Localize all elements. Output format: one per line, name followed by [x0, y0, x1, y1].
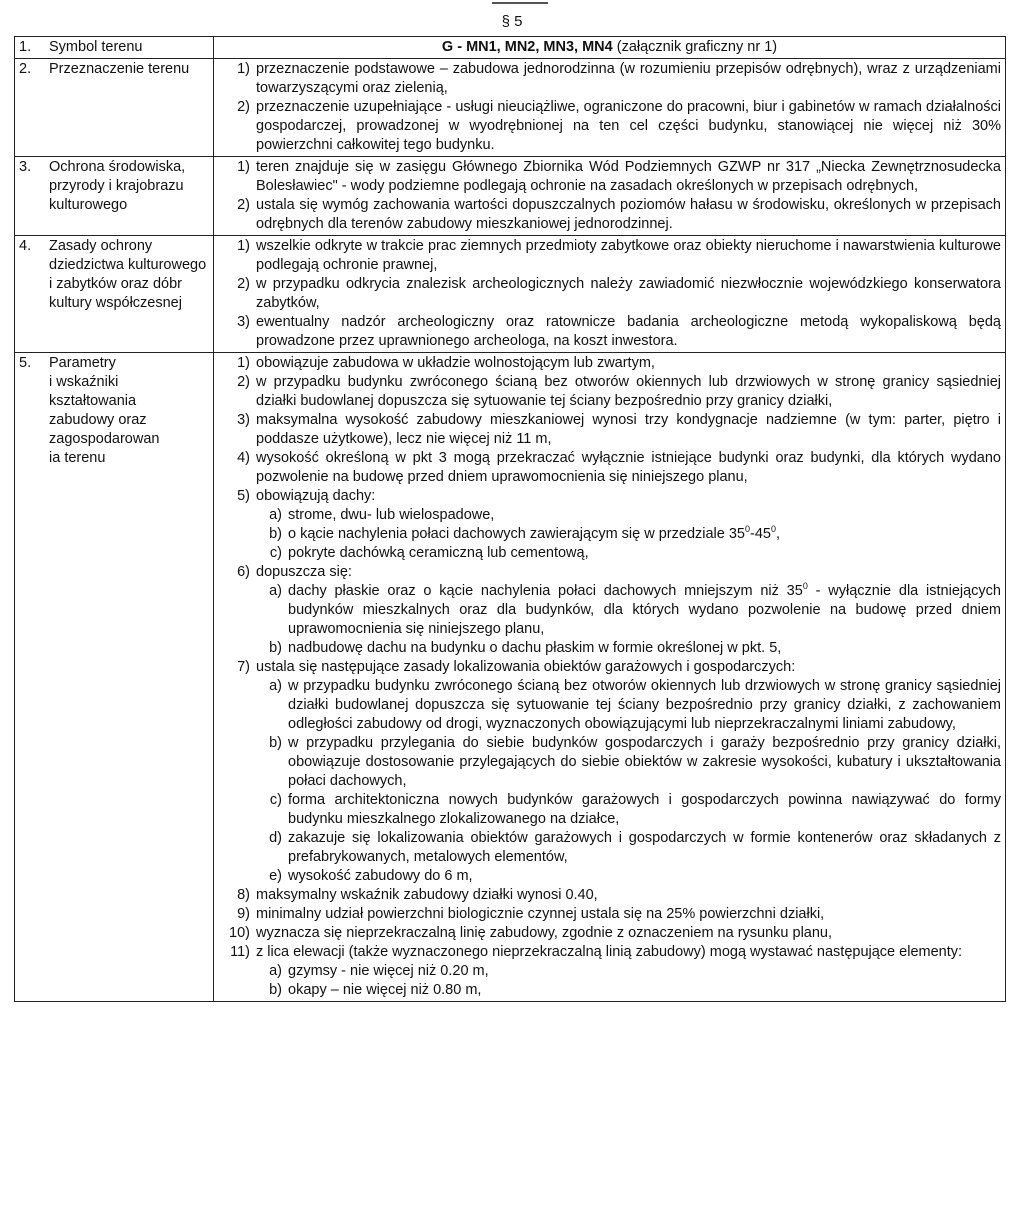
sub-item	[218, 867, 1001, 886]
sub-item	[218, 829, 1001, 867]
list-item	[218, 563, 1001, 582]
item-text: dopuszcza się:	[256, 564, 352, 580]
row-label-cell	[15, 353, 214, 1002]
item-number: 6)	[237, 564, 250, 580]
degree-sign: 0	[802, 581, 808, 592]
list-item	[218, 373, 1001, 411]
row-label-wrap	[19, 60, 209, 79]
list-item	[218, 411, 1001, 449]
row-number: 4.	[19, 238, 32, 254]
item-number: 2)	[237, 374, 250, 390]
item-text: w przypadku odkrycia znalezisk archeologicznych należy zawiadomić niezwłocznie wojewódzkiego konserwatora zabytków,	[256, 276, 1001, 311]
item-number: 1)	[237, 238, 250, 254]
item-text: wysokość określoną w pkt 3 mogą przekraczać wyłącznie istniejące budynki oraz budynki, dla których wydano pozwolenie na budowę przed dniem uprawomocnienia się niniejszego planu,	[256, 450, 1001, 485]
table-row	[15, 236, 1006, 353]
sub-item-letter: a)	[269, 963, 282, 979]
row-label: Przeznaczenie terenu	[49, 61, 190, 77]
row-label-cell	[15, 236, 214, 353]
sub-item-letter: c)	[269, 792, 282, 808]
item-number: 1)	[237, 159, 250, 175]
sub-item-text: nadbudowę dachu na budynku o dachu płaskim w formie określonej w pkt. 5,	[288, 640, 782, 656]
sub-item-text: forma architektoniczna nowych budynków garażowych i gospodarczych powinna nawiązywać do formy budynku mieszkalnego zlokalizowanego na działce,	[288, 792, 1001, 827]
item-text: wyznacza się nieprzekraczalną linię zabudowy, zgodnie z oznaczeniem na rysunku planu,	[256, 925, 833, 941]
row-number: 2.	[19, 61, 32, 77]
sub-item-letter: b)	[269, 526, 282, 542]
section-title: § 5	[501, 13, 523, 30]
sub-item-letter: e)	[269, 868, 282, 884]
item-text: z lica elewacji (także wyznaczonego nieprzekraczalną linią zabudowy) mogą wystawać następujące elementy:	[256, 944, 963, 960]
sub-item	[218, 734, 1001, 791]
item-text: przeznaczenie podstawowe – zabudowa jednorodzinna (w rozumieniu przepisów odrębnych), wraz z urządzeniami towarzyszącymi oraz zielenią,	[256, 61, 1001, 96]
item-text: maksymalna wysokość zabudowy mieszkaniowej wynosi trzy kondygnacje nadziemne (w tym: parter, piętro i poddasze użytkowe), lecz nie więcej niż 11 m,	[256, 412, 1001, 447]
sub-item	[218, 525, 1001, 544]
list-item	[218, 354, 1001, 373]
sub-item-text: okapy – nie więcej niż 0.80 m,	[288, 982, 482, 998]
sub-item-text: wysokość zabudowy do 6 m,	[288, 868, 473, 884]
sub-item-text: zakazuje się lokalizowania obiektów garażowych i gospodarczych w formie kontenerów oraz składanych z prefabrykowanych, metalowych elementów,	[288, 830, 1001, 865]
table-row	[15, 157, 1006, 236]
item-text: w przypadku budynku zwróconego ścianą bez otworów okiennych lub drzwiowych w stronę granicy sąsiedniej działki budowlanej dopuszcza się sytuowanie tej ściany bezpośrednio przy granicy działki,	[256, 374, 1001, 409]
list-item	[218, 905, 1001, 924]
list-item	[218, 886, 1001, 905]
list-item	[218, 487, 1001, 506]
sub-item-text: gzymsy - nie więcej niż 0.20 m,	[288, 963, 489, 979]
item-number: 7)	[237, 659, 250, 675]
sub-item-text: o kącie nachylenia połaci dachowych zawierającym się w przedziale $35^0-45^0$,	[288, 524, 781, 542]
item-text: ustala się wymóg zachowania wartości dopuszczalnych poziomów hałasu w środowisku, określonych w przepisach odrębnych dla terenów zabudowy mieszkaniowej jednorodzinnej.	[256, 197, 1001, 232]
zone-code-note: (załącznik graficzny nr 1)	[616, 39, 778, 55]
top-rule	[492, 2, 548, 4]
row-content-cell	[214, 59, 1006, 157]
item-number: 1)	[237, 61, 250, 77]
row-label-cell	[15, 37, 214, 59]
row-label: Parametry i wskaźniki kształtowania zabudowy oraz zagospodarowan ia terenu	[49, 355, 160, 466]
list-item	[218, 275, 1001, 313]
sub-item	[218, 962, 1001, 981]
item-number: 3)	[237, 412, 250, 428]
sub-item	[218, 639, 1001, 658]
row-label-cell	[15, 59, 214, 157]
sub-item-letter: a)	[269, 583, 282, 599]
row-content-cell	[214, 236, 1006, 353]
degree-sign: 0	[770, 524, 776, 535]
list-item	[218, 237, 1001, 275]
list-item	[218, 449, 1001, 487]
table-row	[15, 353, 1006, 1002]
provisions-table	[14, 36, 1006, 1002]
sub-item	[218, 544, 1001, 563]
sub-item-letter: a)	[269, 678, 282, 694]
sub-item-text: w przypadku przylegania do siebie budynków gospodarczych i garaży bezpośrednio przy granicy działki, obowiązuje dostosowanie przylegających do siebie obiektów w zakresie wysokości, kubatury i ukształtowania połaci dachowych,	[288, 735, 1001, 789]
item-number: 2)	[237, 197, 250, 213]
sub-item-letter: c)	[269, 545, 282, 561]
sub-item	[218, 791, 1001, 829]
row-label: Ochrona środowiska, przyrody i krajobrazu kulturowego	[49, 159, 186, 213]
item-number: 9)	[237, 906, 250, 922]
sub-item-text: dachy płaskie oraz o kącie nachylenia połaci dachowych mniejszym niż $35^0$ - wyłącznie dla istniejących budynków mieszkalnych oraz dla budynków, dla których wydano pozwolenie na budowę przed dniem uprawomocnienia się niniejszego planu,	[288, 581, 1001, 637]
item-text: minimalny udział powierzchni biologicznie czynnej ustala się na 25% powierzchni działki,	[256, 906, 825, 922]
list-item	[218, 943, 1001, 962]
item-text: wszelkie odkryte w trakcie prac ziemnych przedmioty zabytkowe oraz obiekty nieruchome i nawarstwienia kulturowe podlegają ochronie prawnej,	[256, 238, 1001, 273]
row-number: 1.	[19, 39, 32, 55]
item-number: 2)	[237, 99, 250, 115]
zone-code: G - MN1, MN2, MN3, MN4	[441, 39, 613, 55]
row-label-wrap	[19, 354, 209, 468]
item-number: 8)	[237, 887, 250, 903]
list-item	[218, 924, 1001, 943]
item-text: maksymalny wskaźnik zabudowy działki wynosi 0.40,	[256, 887, 598, 903]
sub-item-text: w przypadku budynku zwróconego ścianą bez otworów okiennych lub drzwiowych w stronę granicy sąsiedniej działki budowlanej dopuszcza się sytuowanie tej ściany bezpośrednio przy granicy działki, z zachowaniem odległości zabudowy od drogi, wyznaczonych obowiązującymi lub nieprzekraczalnymi liniami zabudowy,	[288, 678, 1001, 732]
item-text: ewentualny nadzór archeologiczny oraz ratownicze badania archeologiczne metodą wykopaliskową będą prowadzone przez uprawnionego archeologa, na koszt inwestora.	[256, 314, 1001, 349]
sub-item-letter: b)	[269, 735, 282, 751]
list-item	[218, 60, 1001, 98]
item-text: ustala się następujące zasady lokalizowania obiektów garażowych i gospodarczych:	[256, 659, 796, 675]
list-item	[218, 313, 1001, 351]
item-text: teren znajduje się w zasięgu Głównego Zbiornika Wód Podziemnych GZWP nr 317 „Niecka Zewnętrznosudecka Bolesławiec" - wody podziemne podlegają ochronie na zasadach określonych w przepisach odrębnych,	[256, 159, 1001, 194]
item-number: 2)	[237, 276, 250, 292]
table-row	[15, 37, 1006, 59]
row-number: 3.	[19, 159, 32, 175]
sub-item-letter: a)	[269, 507, 282, 523]
provisions-table-body	[15, 37, 1006, 1002]
row-label: Zasady ochrony dziedzictwa kulturowego i zabytków oraz dóbr kultury współczesnej	[49, 238, 207, 311]
item-number: 11)	[230, 944, 250, 960]
item-number: 3)	[237, 314, 250, 330]
list-item	[218, 98, 1001, 155]
item-text: przeznaczenie uzupełniające - usługi nieuciążliwe, ograniczone do pracowni, biur i gabinetów w ramach działalności gospodarczej, prowadzonej w wyodrębnionej na ten cel części budynku, stanowiącej nie więcej niż 30% powierzchni całkowitej tego budynku.	[256, 99, 1001, 153]
item-text: obowiązuje zabudowa w układzie wolnostojącym lub zwartym,	[256, 355, 655, 371]
list-item	[218, 658, 1001, 677]
degree-sign: 0	[744, 524, 750, 535]
row-content-cell	[214, 353, 1006, 1002]
sub-item-letter: b)	[269, 640, 282, 656]
list-item	[218, 196, 1001, 234]
sub-item-text: pokryte dachówką ceramiczną lub cementową,	[288, 545, 589, 561]
symbol-cell	[214, 37, 1006, 59]
row-label: Symbol terenu	[49, 39, 143, 55]
item-number: 5)	[237, 488, 250, 504]
sub-item	[218, 981, 1001, 1000]
sub-item-text: strome, dwu- lub wielospadowe,	[288, 507, 495, 523]
sub-item	[218, 582, 1001, 639]
sub-item	[218, 677, 1001, 734]
row-content-cell	[214, 157, 1006, 236]
item-number: 4)	[237, 450, 250, 466]
table-row	[15, 59, 1006, 157]
row-number: 5.	[19, 355, 32, 371]
list-item	[218, 158, 1001, 196]
row-label-cell	[15, 157, 214, 236]
sub-item	[218, 506, 1001, 525]
sub-item-letter: d)	[269, 830, 282, 846]
row-label-wrap	[19, 237, 209, 313]
item-number: 1)	[237, 355, 250, 371]
item-number: 10)	[229, 925, 250, 941]
sub-item-letter: b)	[269, 982, 282, 998]
item-text: obowiązują dachy:	[256, 488, 376, 504]
row-label-wrap	[19, 158, 209, 215]
